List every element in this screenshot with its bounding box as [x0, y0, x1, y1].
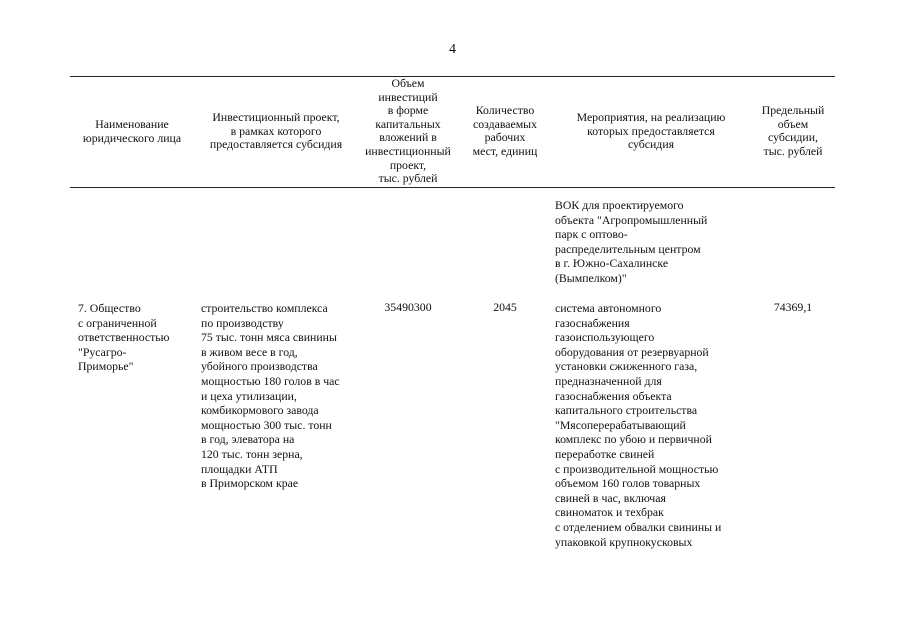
text-line: вложений в [379, 130, 437, 145]
text-line: по производству [201, 315, 284, 330]
text-line: объемом 160 голов товарных [555, 476, 701, 491]
text-line: (Вымпелком)" [555, 270, 627, 285]
header-subsidy-limit [751, 104, 835, 158]
text-line: площадки АТП [201, 461, 278, 476]
text-line: в рамках которого [230, 123, 322, 138]
text-line: установки сжиженного газа, [555, 359, 698, 374]
row-investment-volume: 35490300 [384, 300, 432, 314]
header-measures [552, 111, 750, 152]
text-line: Мероприятия, на реализацию [576, 110, 726, 124]
row-subsidy-limit: 74369,1 [773, 300, 813, 314]
text-line: предоставляется субсидия [209, 137, 343, 152]
text-line: капитального строительства [555, 403, 698, 418]
text-line: мощностью 300 тыс. тонн [201, 417, 332, 432]
text-line: 75 тыс. тонн мяса свинины [201, 330, 337, 345]
row-investment-project [201, 301, 340, 491]
text-line: свиней в час, включая [555, 490, 666, 505]
text-line: Объем [391, 76, 425, 90]
text-line: создаваемых [473, 116, 537, 131]
text-line: проект, [389, 157, 427, 172]
text-line: 120 тыс. тонн зерна, [201, 446, 303, 461]
header-jobs-count [461, 104, 549, 158]
text-line: система автономного [555, 301, 662, 315]
header-investment-project [198, 111, 354, 152]
text-line: рабочих [484, 130, 526, 145]
text-line: в год, элеватора на [201, 432, 295, 447]
text-line: Приморье" [78, 359, 134, 374]
text-line: с отделением обвалки свинины и [555, 519, 722, 534]
text-line: инвестиционный [365, 143, 451, 158]
text-line: распределительным центром [555, 241, 701, 256]
text-line: субсидии, [768, 130, 818, 145]
text-line: Инвестиционный проект, [212, 110, 340, 124]
text-line: упаковкой крупнокусковых [555, 534, 693, 549]
header-entity-name [70, 118, 194, 145]
text-line: газоснабжения [555, 315, 630, 330]
text-line: с производительной мощностью [555, 461, 719, 476]
table-header-rule [70, 187, 835, 188]
text-line: ответственностью [78, 330, 170, 345]
text-line: в форме [387, 103, 429, 118]
text-line: газоснабжения объекта [555, 388, 672, 403]
text-line: свиноматок и техбрак [555, 505, 664, 520]
text-line: в г. Южно-Сахалинске [555, 256, 669, 271]
text-line: предназначенной для [555, 373, 662, 388]
text-line: Наименование [95, 117, 169, 131]
text-line: убойного производства [201, 359, 318, 374]
text-line: которых предоставляется [587, 123, 715, 138]
text-line: "Русагро- [78, 344, 127, 359]
text-line: инвестиций [378, 89, 438, 104]
text-line: мест, единиц [472, 143, 538, 158]
text-line: газоиспользующего [555, 330, 655, 345]
header-investment-volume [358, 77, 458, 186]
text-line: с ограниченной [78, 315, 157, 330]
text-line: субсидия [627, 137, 675, 152]
row-entity-name [78, 301, 169, 374]
text-line: "Мясоперерабатывающий [555, 417, 686, 432]
text-line: Предельный [761, 103, 825, 117]
text-line: переработке свиней [555, 446, 655, 461]
page-number: 4 [449, 42, 456, 57]
text-line: парк с оптово- [555, 227, 628, 242]
text-line: мощностью 180 голов в час [201, 373, 340, 388]
text-line: в Приморском крае [201, 476, 299, 491]
text-line: капитальных [375, 116, 441, 131]
row-measures [555, 301, 721, 549]
text-line: ВОК для проектируемого [555, 198, 684, 212]
continuation-measures [555, 198, 707, 286]
text-line: оборудования от резервуарной [555, 344, 709, 359]
text-line: тыс. рублей [378, 171, 438, 186]
text-line: в живом весе в год, [201, 344, 298, 359]
text-line: объем [777, 116, 809, 131]
text-line: юридического лица [82, 130, 182, 145]
text-line: объекта "Агропромышленный [555, 212, 708, 227]
text-line: и цеха утилизации, [201, 388, 297, 403]
text-line: 7. Общество [78, 301, 141, 315]
row-jobs-count: 2045 [493, 300, 517, 314]
text-line: тыс. рублей [763, 143, 823, 158]
text-line: комбикормового завода [201, 403, 319, 418]
text-line: комплекс по убою и первичной [555, 432, 712, 447]
text-line: строительство комплекса [201, 301, 328, 315]
text-line: Количество [475, 103, 535, 117]
